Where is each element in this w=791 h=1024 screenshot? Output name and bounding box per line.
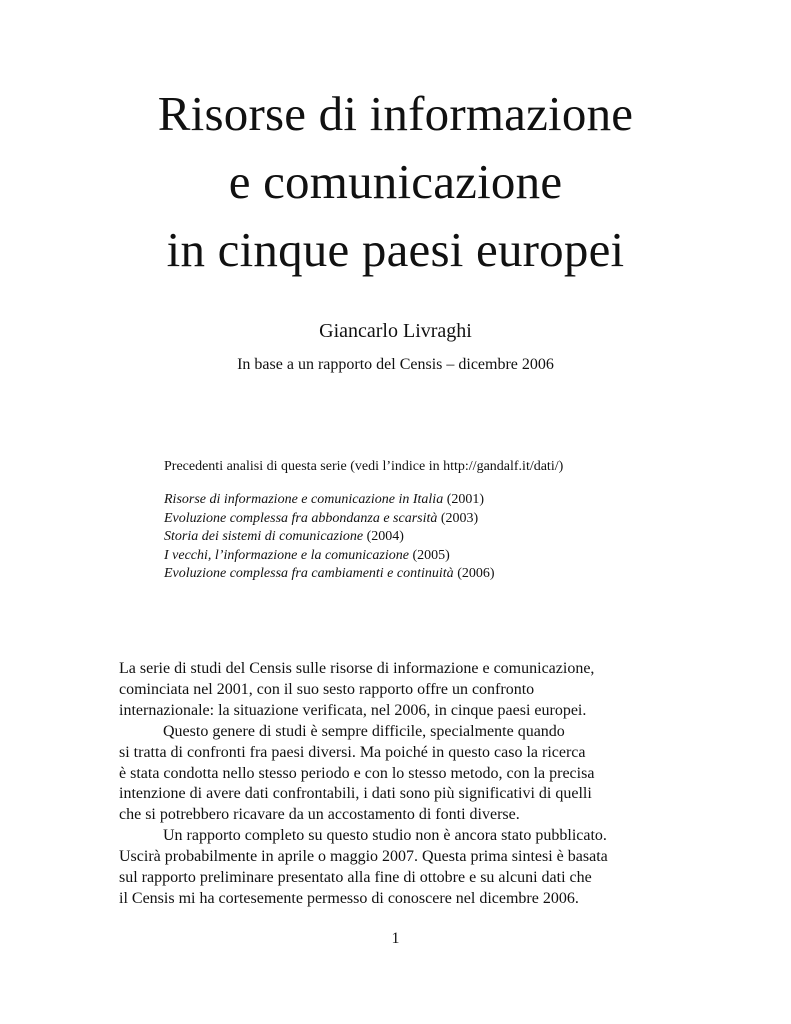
previous-analysis-year: (2004) xyxy=(366,529,404,544)
previous-analysis-item xyxy=(164,510,724,529)
body-line: La serie di studi del Censis sulle risorse di informazione e comunicazione, xyxy=(119,660,595,677)
previous-analysis-item xyxy=(164,547,724,566)
body-text xyxy=(119,659,679,910)
previous-analyses xyxy=(164,458,724,584)
previous-analysis-title: Risorse di informazione e comunicazione in Italia xyxy=(164,492,444,507)
title-line: Risorse di informazione xyxy=(157,86,634,141)
document-subtitle: In base a un rapporto del Censis – dicembre 2006 xyxy=(237,356,554,373)
body-line: sul rapporto preliminare presentato alla fine di ottobre e su alcuni dati che xyxy=(119,869,592,887)
previous-analysis-title: Evoluzione complessa fra cambiamenti e continuità xyxy=(164,566,454,581)
previous-analysis-year: (2006) xyxy=(457,566,495,581)
previous-analysis-year: (2003) xyxy=(440,510,479,526)
previous-analysis-title: I vecchi, l’informazione e la comunicazione xyxy=(164,547,409,563)
body-line: Questo genere di studi è sempre difficile, specialmente quando xyxy=(163,722,565,740)
title-line: e comunicazione xyxy=(228,154,563,209)
previous-analysis-item xyxy=(164,565,724,584)
document-title xyxy=(0,80,791,284)
body-line: internazionale: la situazione verificata, nel 2006, in cinque paesi europei. xyxy=(119,701,587,719)
body-line: il Censis mi ha cortesemente permesso di conoscere nel dicembre 2006. xyxy=(119,889,579,907)
previous-analysis-year: (2005) xyxy=(412,547,450,563)
author-name: Giancarlo Livraghi xyxy=(319,320,472,342)
previous-analyses-intro: Precedenti analisi di questa serie (vedi l’indice in http://gandalf.it/dati/) xyxy=(164,459,564,474)
previous-analysis-item xyxy=(164,491,724,510)
previous-analysis-title: Evoluzione complessa fra abbondanza e scarsità xyxy=(164,510,438,526)
body-line: che si potrebbero ricavare da un accostamento di fonti diverse. xyxy=(119,806,520,824)
body-line: intenzione di avere dati confrontabili, i dati sono più significativi di quelli xyxy=(119,785,592,803)
body-line: Uscirà probabilmente in aprile o maggio 2007. Questa prima sintesi è basata xyxy=(119,848,608,866)
body-line: Un rapporto completo su questo studio non è ancora stato pubblicato. xyxy=(163,827,607,845)
body-line: è stata condotta nello stesso periodo e con lo stesso metodo, con la precisa xyxy=(119,764,595,782)
body-line: cominciata nel 2001, con il suo sesto rapporto offre un confronto xyxy=(119,680,535,698)
title-line: in cinque paesi europei xyxy=(166,222,625,277)
body-line: si tratta di confronti fra paesi diversi. Ma poiché in questo caso la ricerca xyxy=(119,743,586,761)
previous-analysis-year: (2001) xyxy=(446,492,485,507)
previous-analysis-title: Storia dei sistemi di comunicazione xyxy=(164,529,364,544)
previous-analysis-item xyxy=(164,528,724,547)
page-number: 1 xyxy=(391,930,400,947)
